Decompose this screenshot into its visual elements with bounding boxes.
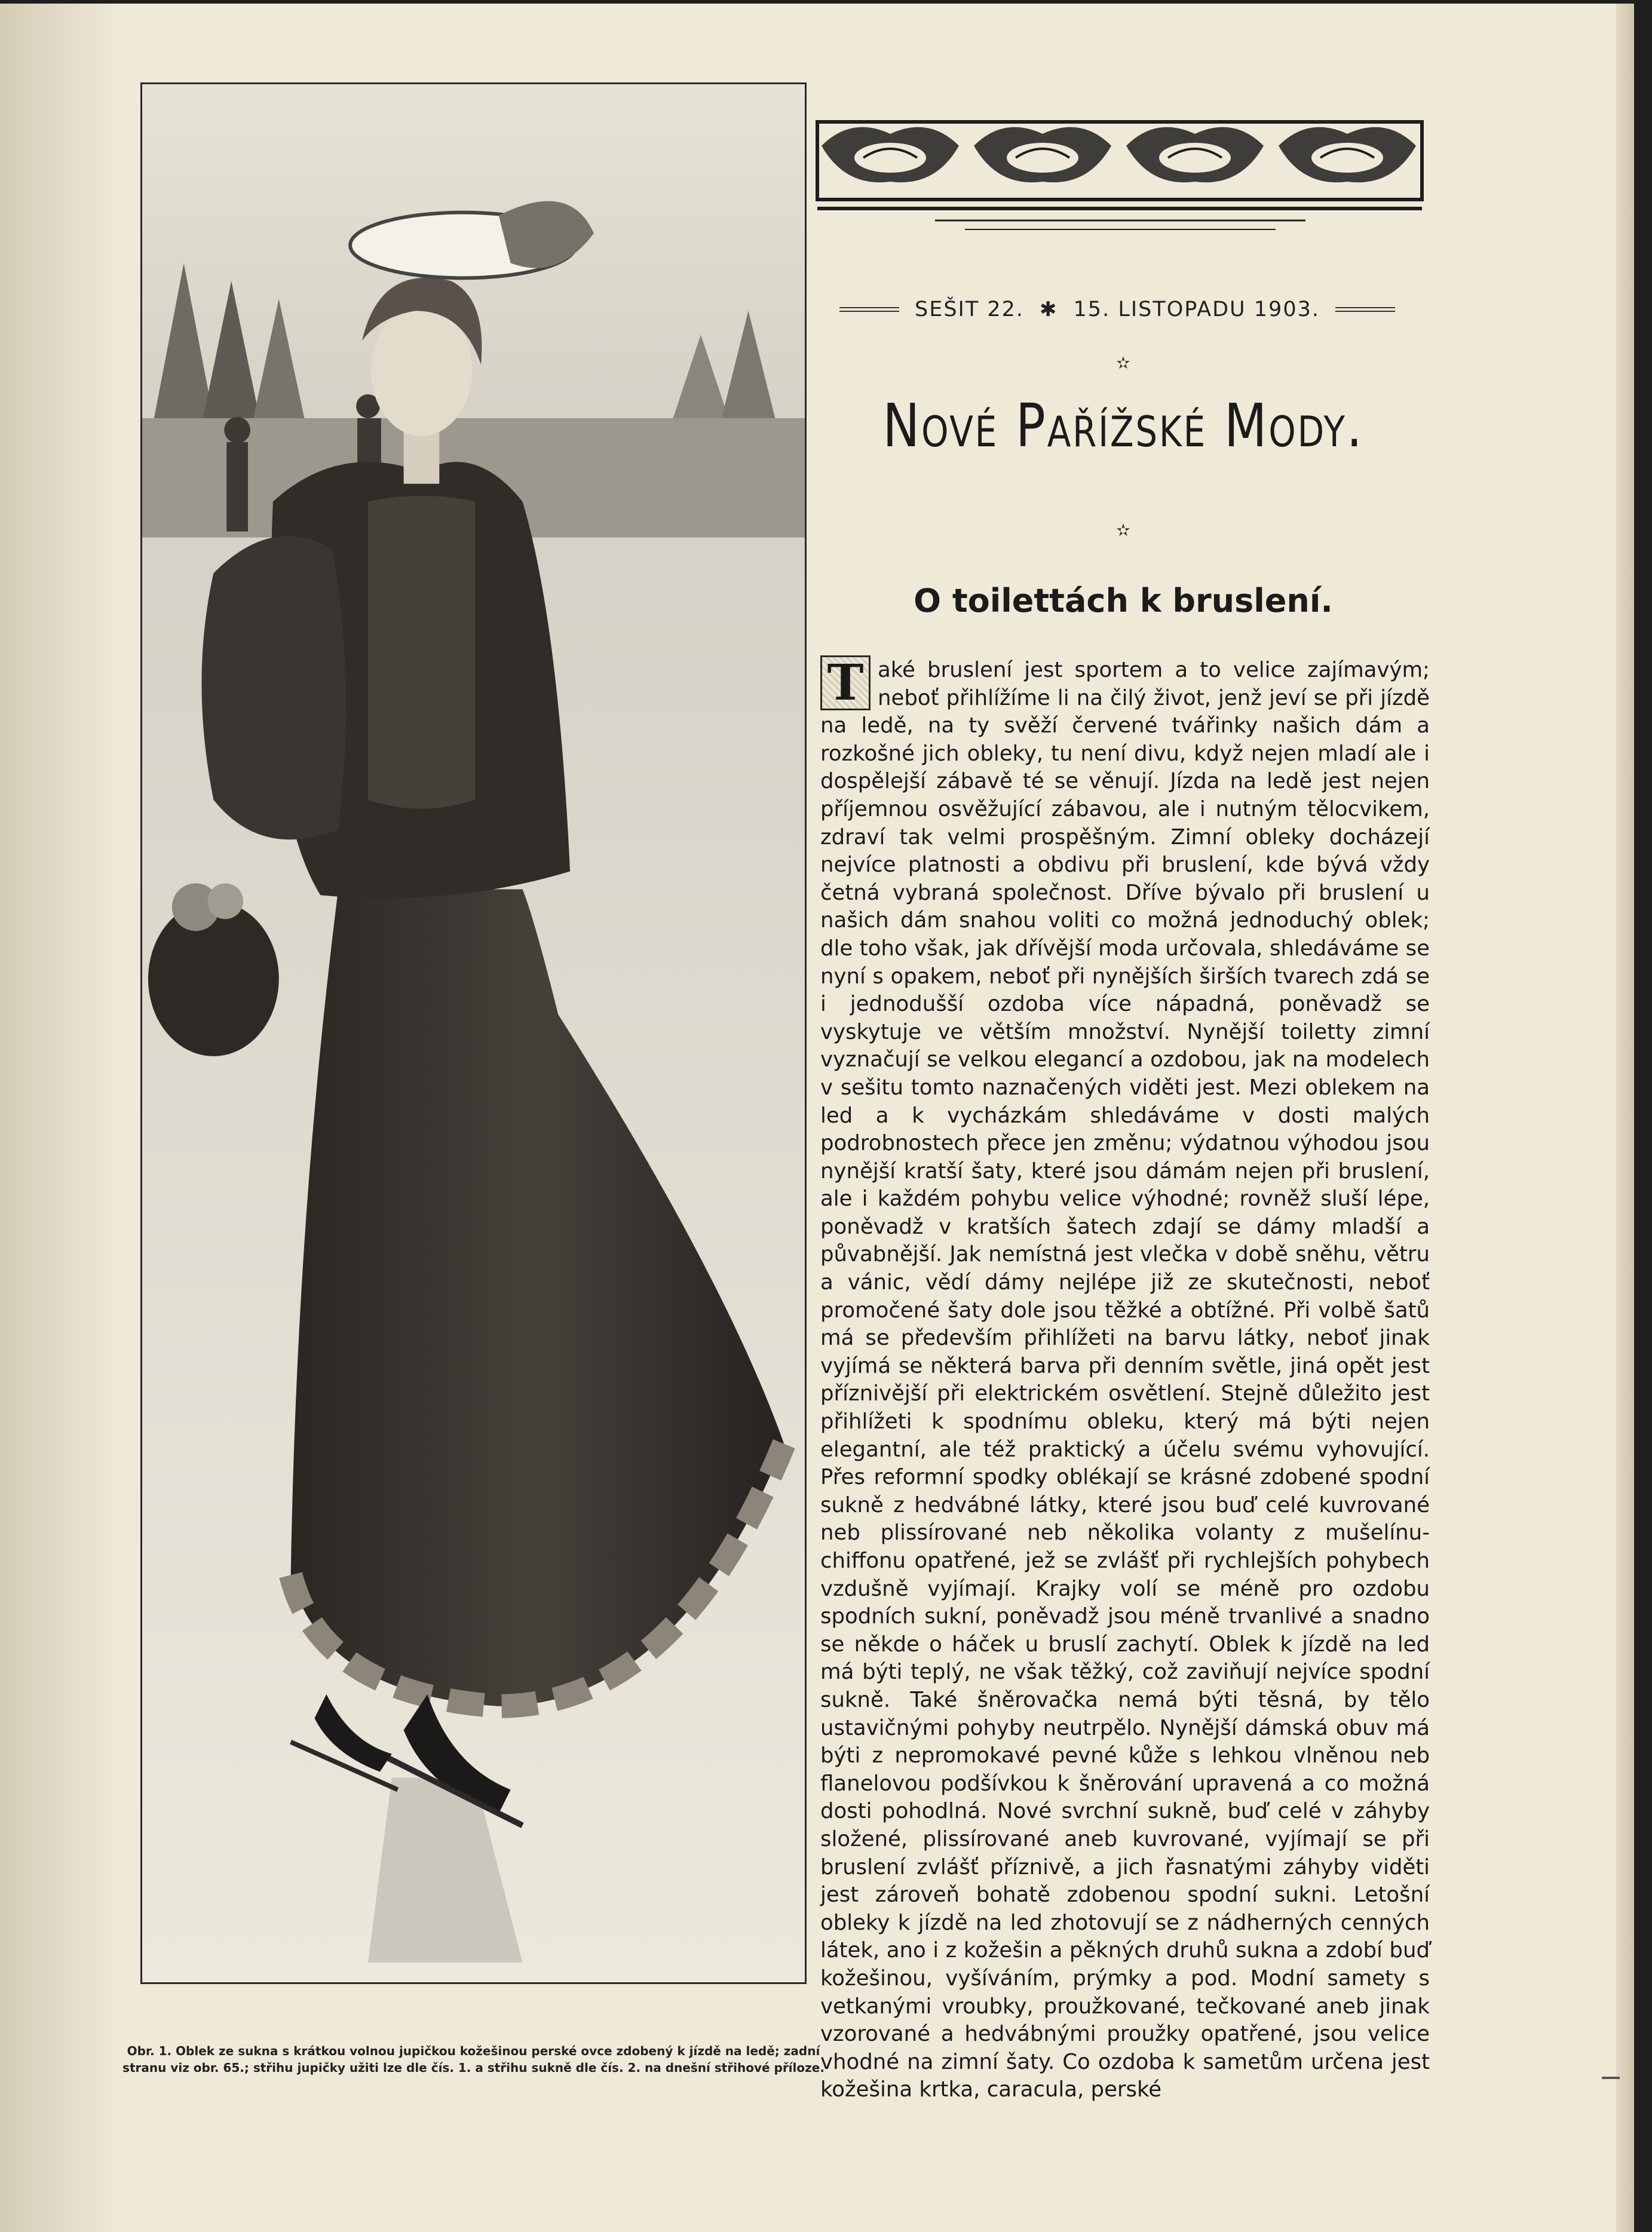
page-title: Nové Pařížské Mody. (882, 391, 1364, 461)
magazine-page (0, 4, 1634, 2232)
issue-number: SEŠIT 22. (914, 298, 1025, 321)
issue-line (810, 295, 1425, 324)
page-mark (1602, 2077, 1620, 2079)
art-nouveau-ornament (816, 110, 1424, 235)
fashion-illustration (140, 82, 807, 1984)
article-heading: O toilettách k bruslení. (914, 582, 1333, 620)
article-body (820, 654, 1430, 2104)
star-separator: ✱ (1040, 298, 1058, 321)
left-rule (839, 307, 899, 312)
article-paragraph: aké bruslení jest sportem a to velice zajímavým; neboť přihlížíme li na čilý život, jenž jeví se při jízdě na ledě, na ty svěží červené tvářinky našich dám a rozkošné jich obleky, tu není divu, když nejen mladí ale i dospělejší zábavě té se věnují. Jízda na ledě jest nejen příjemnou osvěžující zábavou, ale i nutným tělocvikem, zdraví tak velmi prospěšným. Zimní obleky docházejí nejvíce platnosti a obdivu při bruslení, kde bývá vždy četná vybraná společnost. Dříve bývalo při bruslení u našich dám snahou voliti co možná jednoduchý oblek; dle toho však, jak dřívější moda určovala, shledáváme se nyní s opakem, neboť při nynějších širších tvarech zdá se i jednodušší ozdoba více nápadná, poněvadž se vyskytuje ve větším množství. Nynější toiletty zimní vyznačují se velkou elegancí a ozdobou, jak na modelech v sešitu tomto naznačených viděti jest. Mezi oblekem na led a k vycházkám shledáváme v dosti malých podrobnostech přece jen změnu; výdatnou výhodou jsou nynější kratší šaty, které jsou dámám nejen při bruslení, ale i každém pohybu velice výhodné; rovněž sluší lépe, poněvadž v kratších šatech zdají se dámy mladší a půvabnější. Jak nemístná jest vlečka v době sněhu, větru a vánic, vědí dámy nejlépe již ze skutečnosti, neboť promočené šaty dole jsou těžké a obtížné. Při volbě šatů má se především přihlížeti na barvu látky, neboť jinak vyjímá se některá barva při denním světle, jiná opět jest příznivější při elektrickém osvětlení. Stejně důležito jest přihlížeti k spodnímu obleku, který má býti nejen elegantní, ale též praktický a účelu svému vyhovující. Přes reformní spodky oblékají se krásné zdobené spodní sukně z hedvábné látky, které jsou buď celé kuvrované neb plissírované neb několika volanty z mušelínu-chiffonu opatřené, jež se zvlášť při rychlejších pohybech vzdušně vyjímají. Krajky volí se méně pro ozdobu spodních sukní, poněvadž jsou méně trvanlivé a snadno se někde o háček u bruslí zachytí. Oblek k jízdě na led má býti teplý, ne však těžký, což zaviňují nejvíce spodní sukně. Také šněrovačka nemá býti těsná, by tělo ustavičnými pohyby neutrpělo. Nynější dámská obuv má býti z nepromokavé pevné kůže s lehkou vlněnou neb flanelovou podšívkou k šněrování upravená a co možná dosti pohodlná. Nové svrchní sukně, buď celé v záhyby složené, plissírované aneb kuvrované, vyjímají se při bruslení zvlášť příznivě, a jich řasnatými záhyby viděti jest zároveň bohatě zdobenou spodní sukni. Letošní obleky k jízdě na led zhotovují se z nádherných cenných látek, ano i z kožešin a pěkných druhů sukna a zdobí buď kožešinou, vyšíváním, prýmky a pod. Modní samety s vetkanými vroubky, proužkované, tečkované aneb jinak vzorované a hedvábnými proužky opatřené, jsou velice vhodné na zimní šaty. Co ozdoba k sametům určena jest kožešina krtka, caracula, perské (820, 658, 1430, 2102)
issue-date: 15. LISTOPADU 1903. (1073, 298, 1320, 321)
star-icon: ✫ (1116, 521, 1130, 539)
ice-skater-engraving (142, 84, 805, 1982)
ornament-graphic (816, 110, 1424, 235)
drop-cap: T (820, 655, 871, 710)
star-icon: ✫ (1116, 354, 1130, 372)
page-edge (1616, 4, 1634, 2232)
figure-caption: Obr. 1. Oblek ze sukna s krátkou volnou jupičkou kožešinou perské ovce zdobený k jízdě na ledě; zadní stranu viz obr. 65.; střihu jupičky užiti lze dle čís. 1. a střihu sukně dle čís. 2. na dnešní střihové příloze. (122, 2044, 825, 2075)
right-rule (1335, 307, 1395, 312)
page-fold-shadow (0, 4, 119, 2232)
